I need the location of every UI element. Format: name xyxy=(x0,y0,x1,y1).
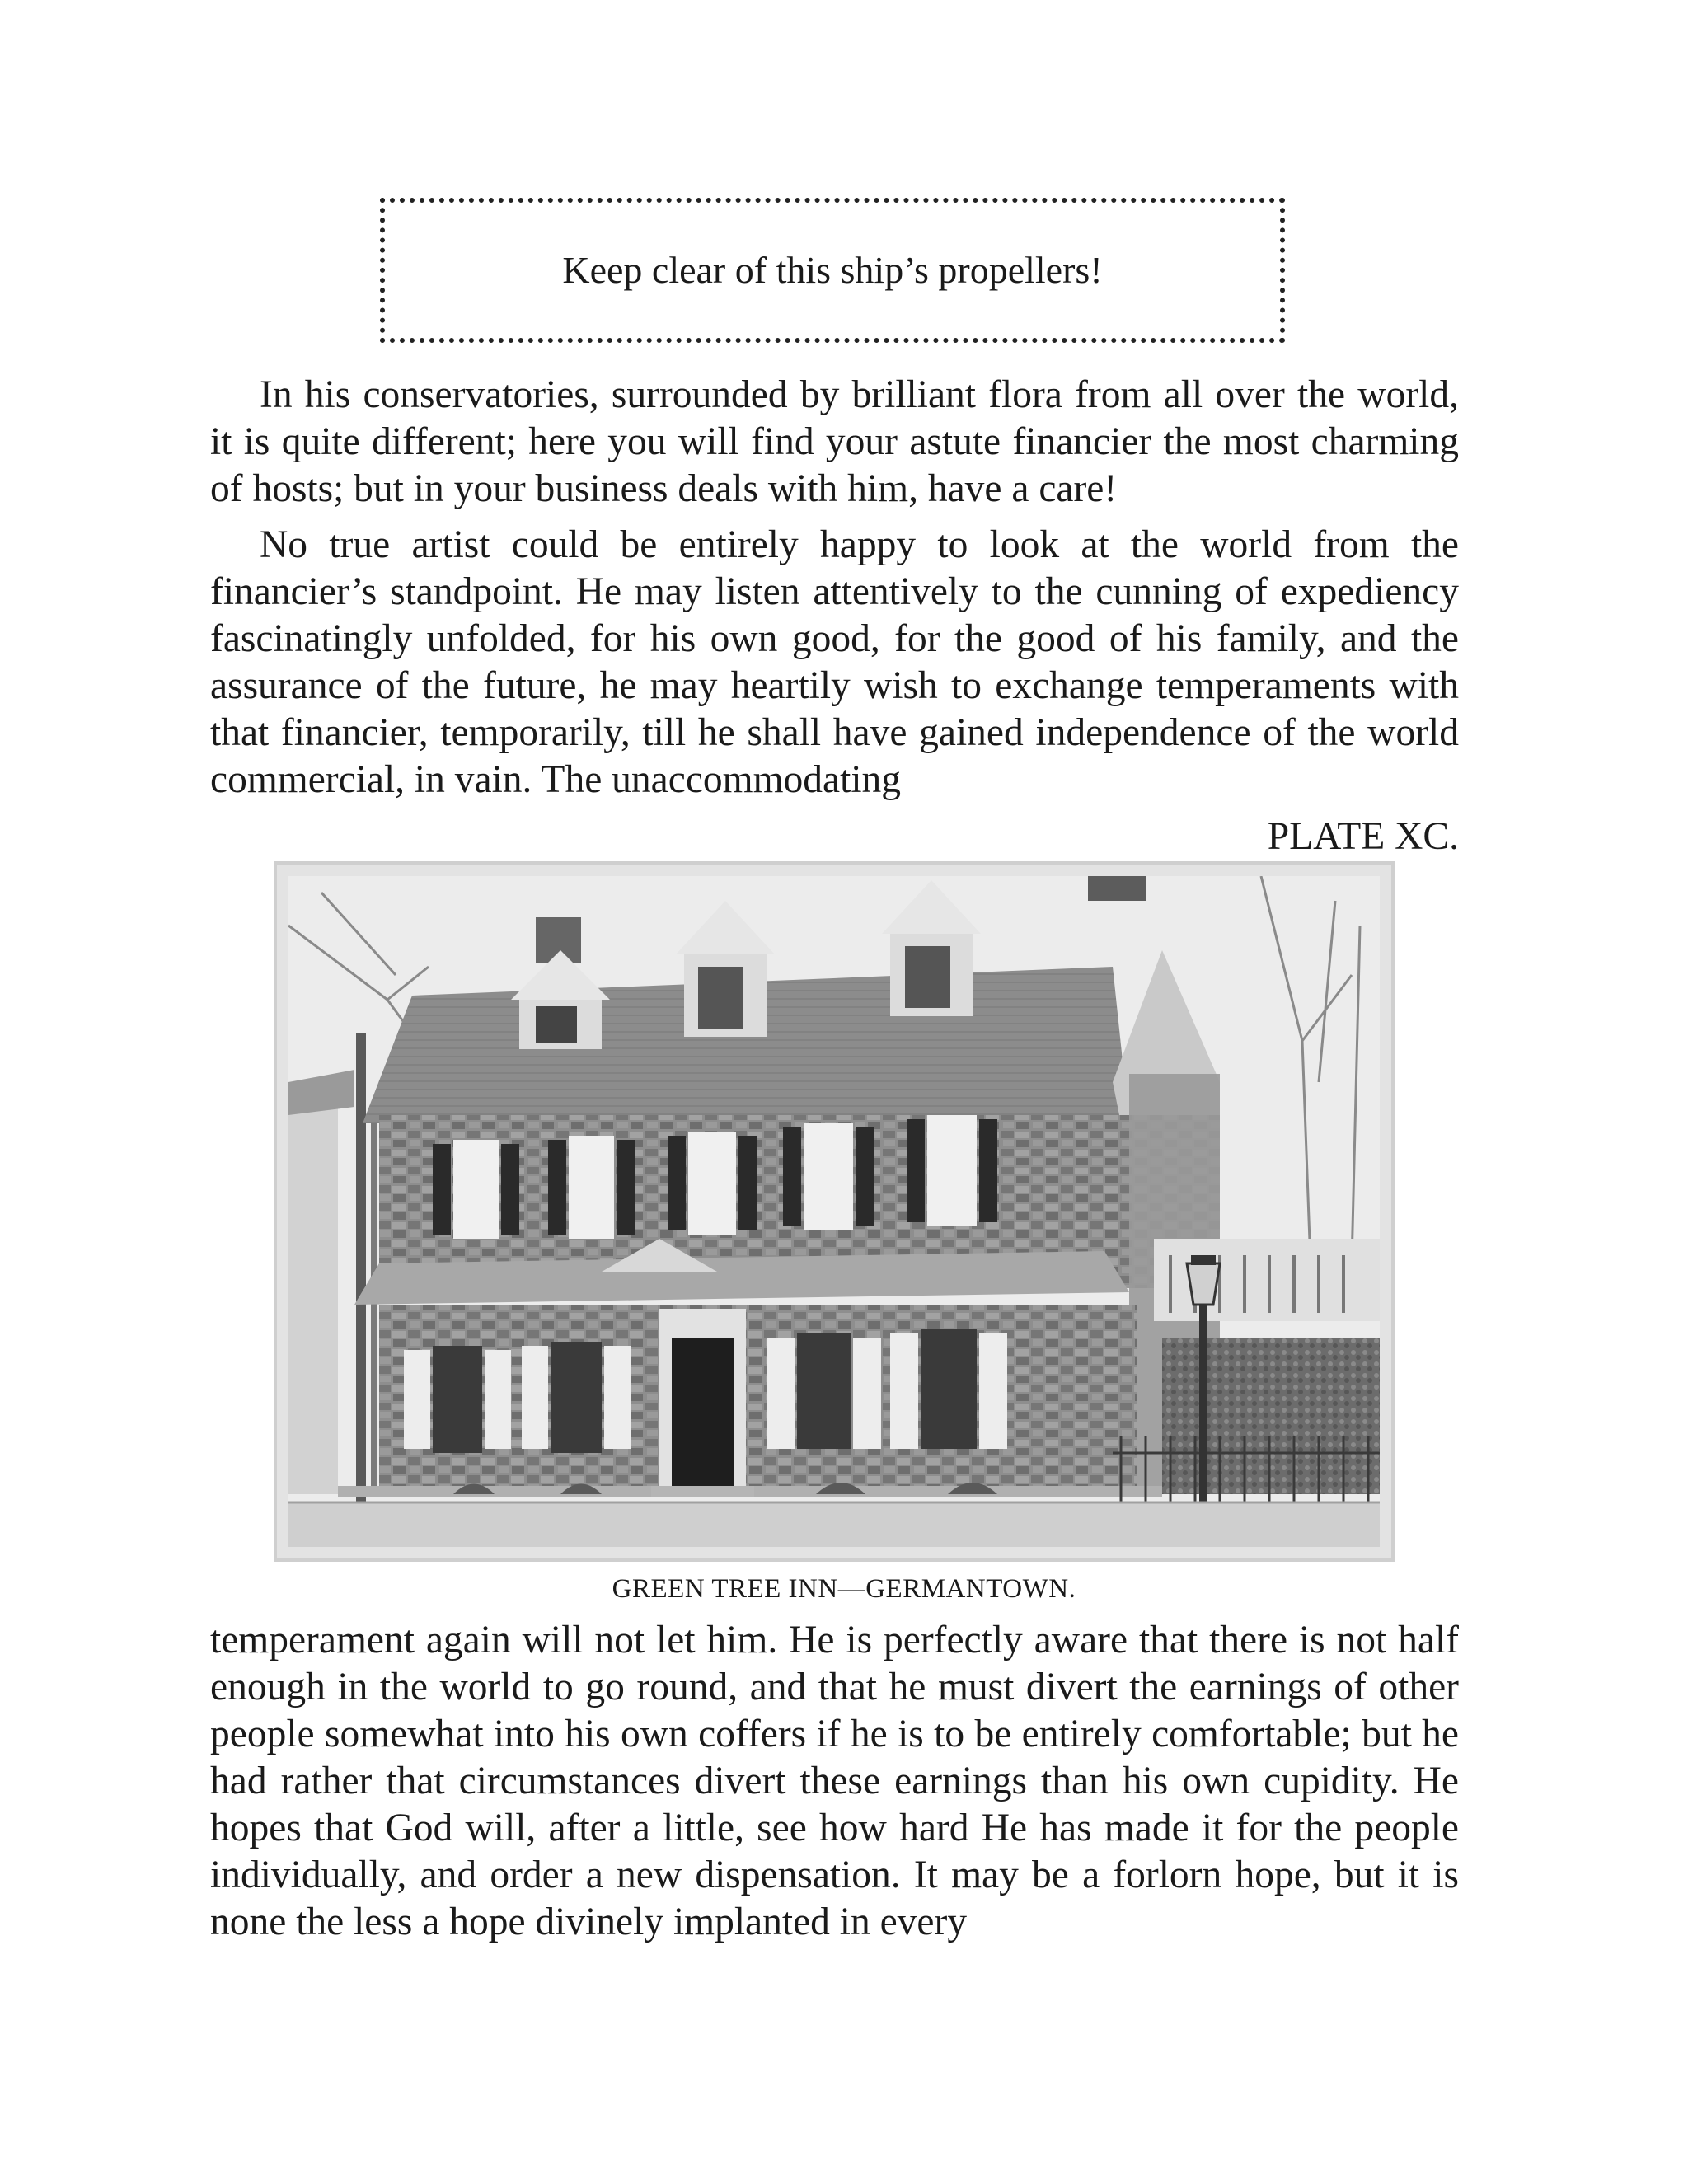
plate-label: PLATE XC. xyxy=(1267,815,1459,858)
paragraph-temperament: temperament again will not let him. He is perfectly aware that there is not half enough in the world to go round, and that he must divert the earnings of other people somewhat into his own coffers if he is to be entirely comfortable; but he had rather that circumstances divert these earnings than his own cupidity. He hopes that God will, after a little, see how hard He has made it for the people individually, and order a new dispensation. It may be a forlorn hope, but it is none the less a hope divinely implanted in every xyxy=(210,1619,1459,1943)
notice-text: Keep clear of this ship’s propellers! xyxy=(562,249,1103,291)
paragraph-true-artist: No true artist could be entirely happy to look at the world from the financier’s standpoint. He may listen attentively to the cunning of expediency fascinatingly unfolded, for his own good, for the good of his family, and the assurance of the future, he may heartily wish to exchange temperaments with that financier, temporarily, till he shall have gained independence of the world commercial, in vain. The unaccommodating xyxy=(210,523,1459,801)
body-text-bottom xyxy=(210,1617,1459,1946)
plate-caption: GREEN TREE INN—GERMANTOWN. xyxy=(612,1574,1076,1604)
notice-box xyxy=(380,198,1285,343)
plate-photograph xyxy=(274,861,1395,1562)
body-text-top xyxy=(210,372,1459,804)
green-tree-inn-photo xyxy=(288,876,1380,1547)
paragraph-conservatories: In his conservatories, surrounded by brilliant flora from all over the world, it is quite different; here you will find your astute financier the most charming of hosts; but in your business deals with him, have a care! xyxy=(210,373,1459,510)
